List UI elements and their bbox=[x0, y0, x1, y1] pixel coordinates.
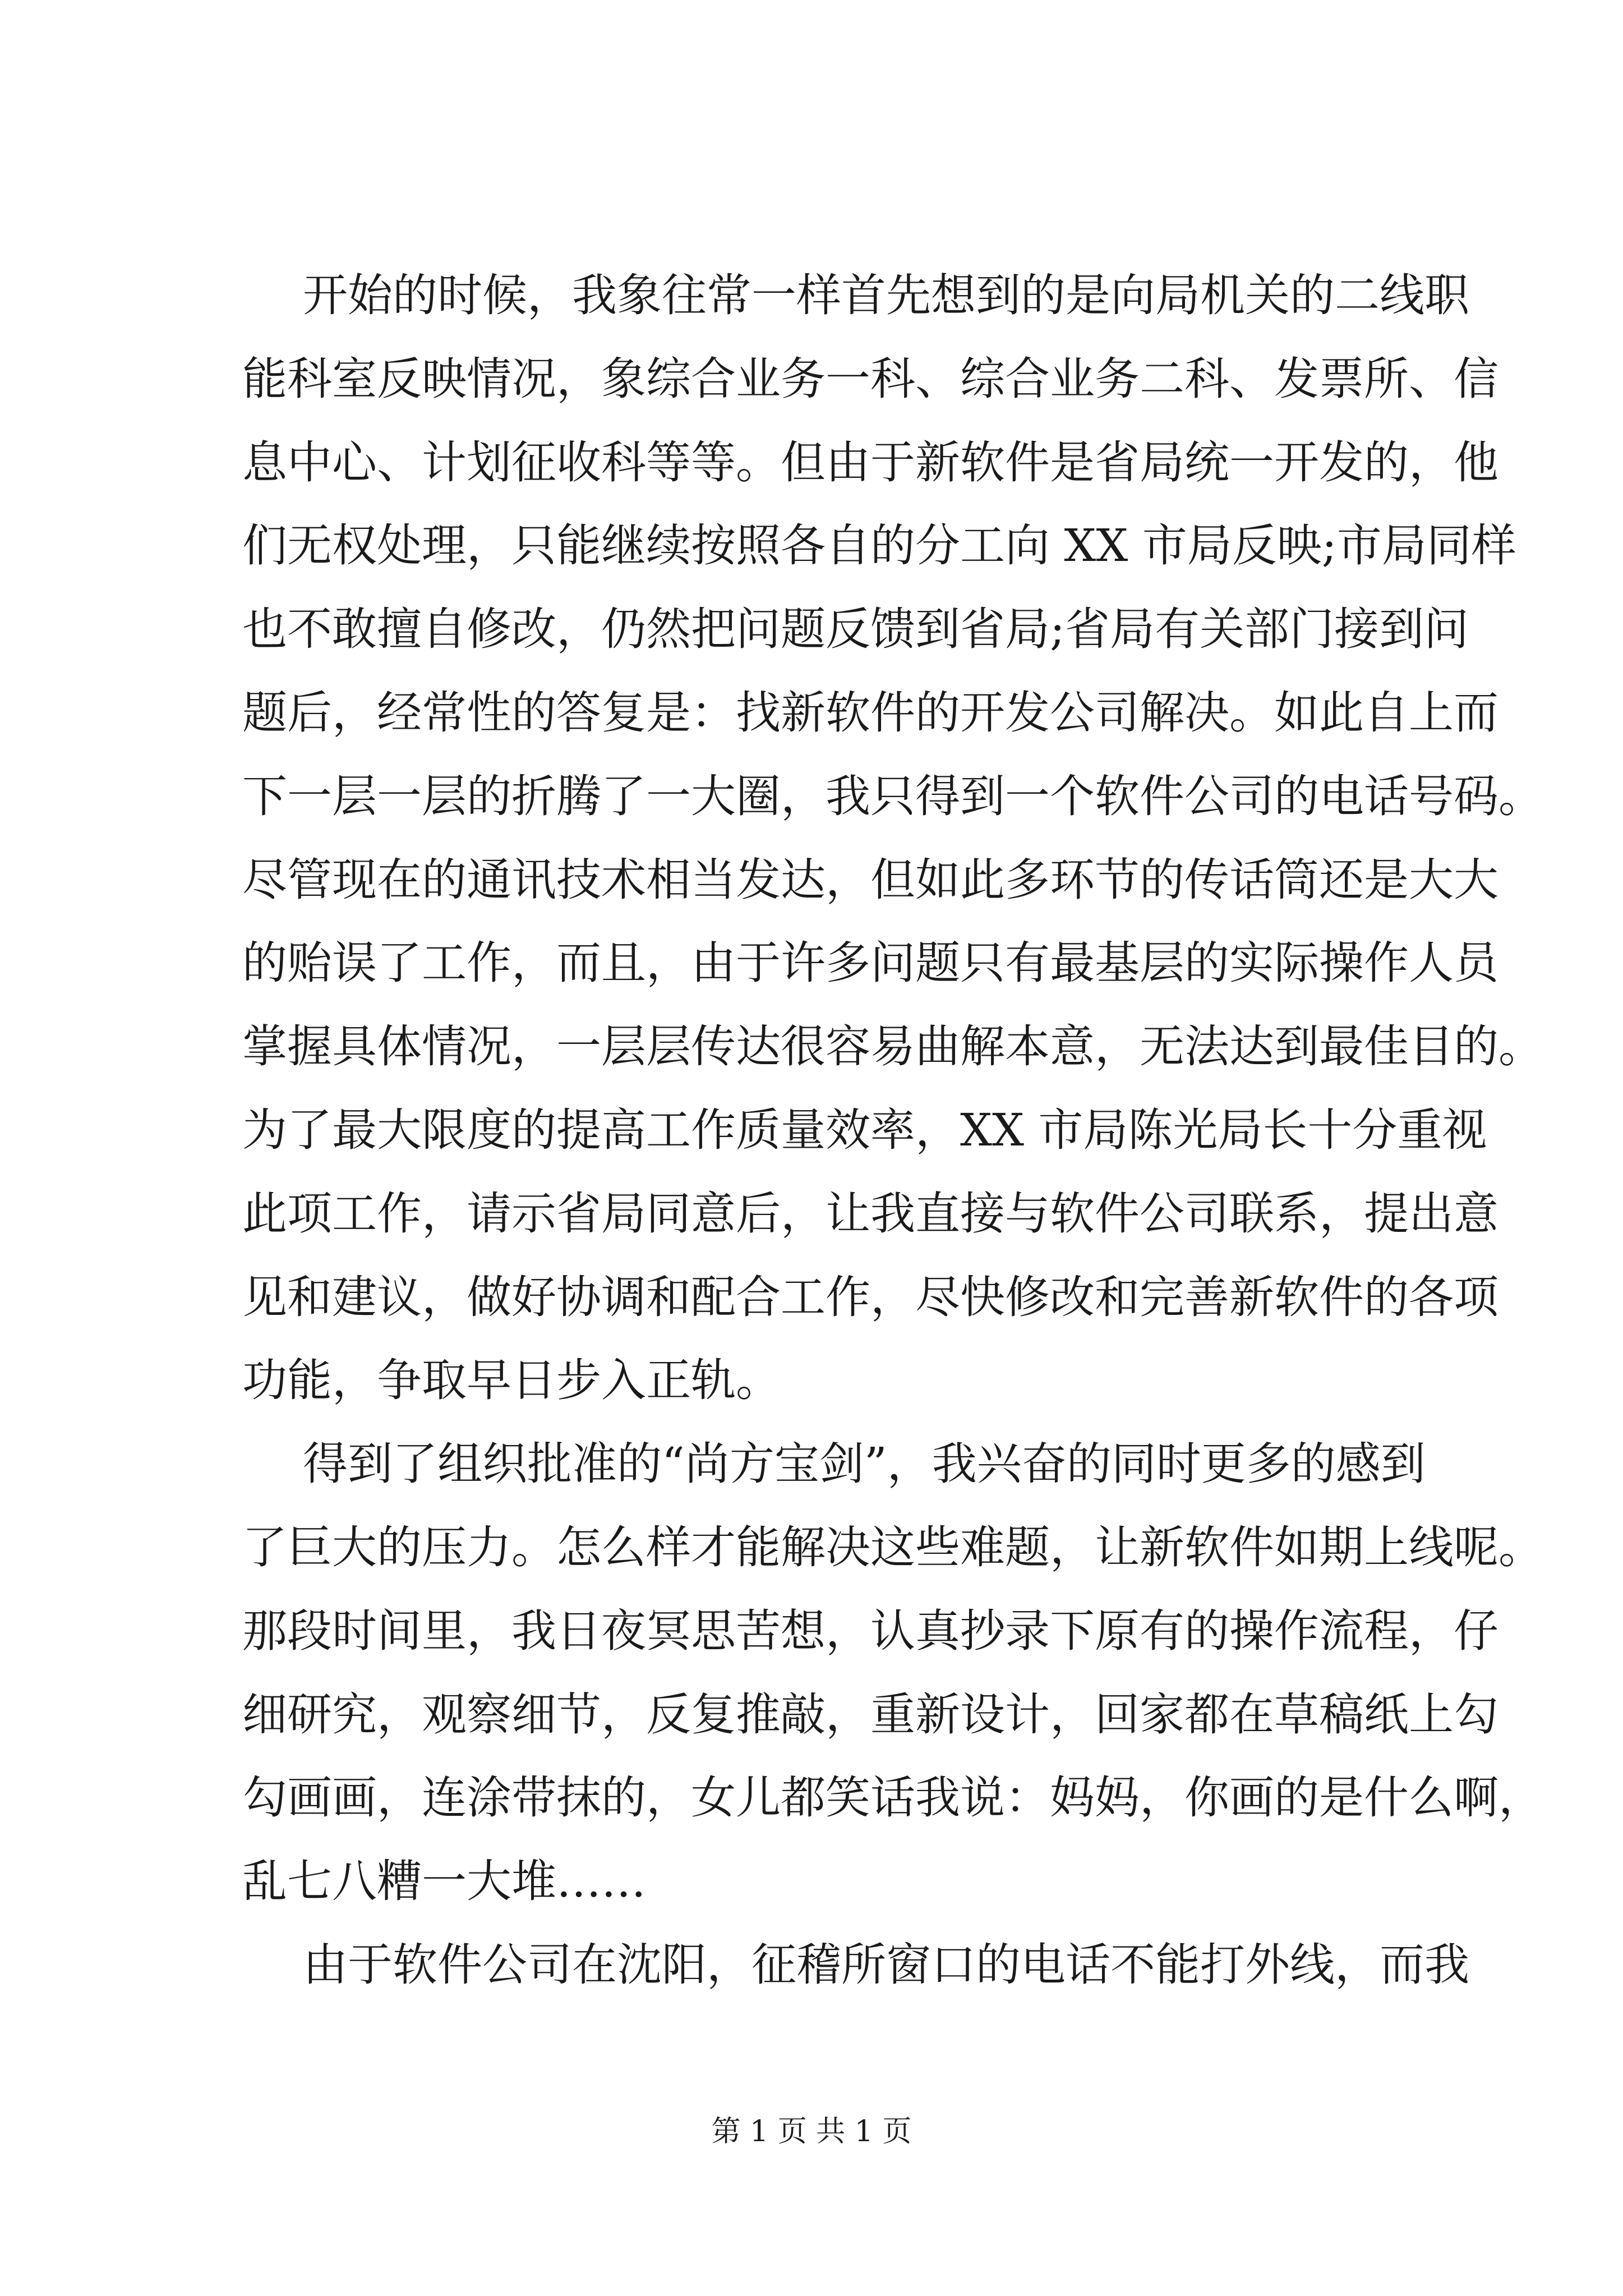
text-line: 能科室反映情况，象综合业务一科、综合业务二科、发票所、信 bbox=[242, 352, 1498, 405]
text-line: 由于软件公司在沈阳，征稽所窗口的电话不能打外线，而我 bbox=[303, 1938, 1469, 1991]
text-line: 下一层一层的折腾了一大圈，我只得到一个软件公司的电话号码。 bbox=[242, 770, 1543, 822]
paragraph-3 bbox=[242, 1924, 1469, 2007]
page-number-label: 第 1 页 共 1 页 bbox=[711, 2115, 912, 2148]
text-line: 尽管现在的通讯技术相当发达，但如此多环节的传话筒还是大大 bbox=[242, 853, 1498, 906]
text-line: 也不敢擅自修改，仍然把问题反馈到省局;省局有关部门接到问 bbox=[242, 603, 1469, 656]
text-line: 那段时间里，我日夜冥思苦想，认真抄录下原有的操作流程，仔 bbox=[242, 1604, 1498, 1657]
document-body bbox=[242, 254, 1543, 2007]
paragraph-2 bbox=[242, 1423, 1543, 1924]
text-line: 的贻误了工作，而且，由于许多问题只有最基层的实际操作人员 bbox=[242, 937, 1498, 990]
text-line: 见和建议，做好协调和配合工作，尽快修改和完善新软件的各项 bbox=[242, 1271, 1498, 1323]
text-line: 了巨大的压力。怎么样才能解决这些难题，让新软件如期上线呢。 bbox=[242, 1521, 1543, 1573]
text-line: 掌握具体情况，一层层传达很容易曲解本意，无法达到最佳目的。 bbox=[242, 1020, 1543, 1073]
text-line: 们无权处理，只能继续按照各自的分工向 XX 市局反映;市局同样 bbox=[242, 519, 1516, 572]
text-line: 题后，经常性的答复是：找新软件的开发公司解决。如此自上而 bbox=[242, 686, 1498, 739]
text-line: 此项工作，请示省局同意后，让我直接与软件公司联系，提出意 bbox=[242, 1187, 1498, 1240]
text-line: 为了最大限度的提高工作质量效率，XX 市局陈光局长十分重视 bbox=[242, 1103, 1487, 1156]
text-line: 开始的时候，我象往常一样首先想到的是向局机关的二线职 bbox=[303, 269, 1469, 321]
page-footer bbox=[0, 2115, 1623, 2148]
text-line: 息中心、计划征收科等等。但由于新软件是省局统一开发的，他 bbox=[242, 436, 1498, 489]
text-line: 功能，争取早日步入正轨。 bbox=[242, 1354, 781, 1407]
text-line: 得到了组织批准的“尚方宝剑”，我兴奋的同时更多的感到 bbox=[303, 1438, 1426, 1490]
text-line: 细研究，观察细节，反复推敲，重新设计，回家都在草稿纸上勾 bbox=[242, 1688, 1498, 1741]
text-line: 勾画画，连涂带抹的，女儿都笑话我说：妈妈，你画的是什么啊， bbox=[242, 1772, 1543, 1824]
paragraph-1 bbox=[242, 254, 1543, 1423]
text-line: 乱七八糟一大堆…… bbox=[242, 1855, 646, 1908]
